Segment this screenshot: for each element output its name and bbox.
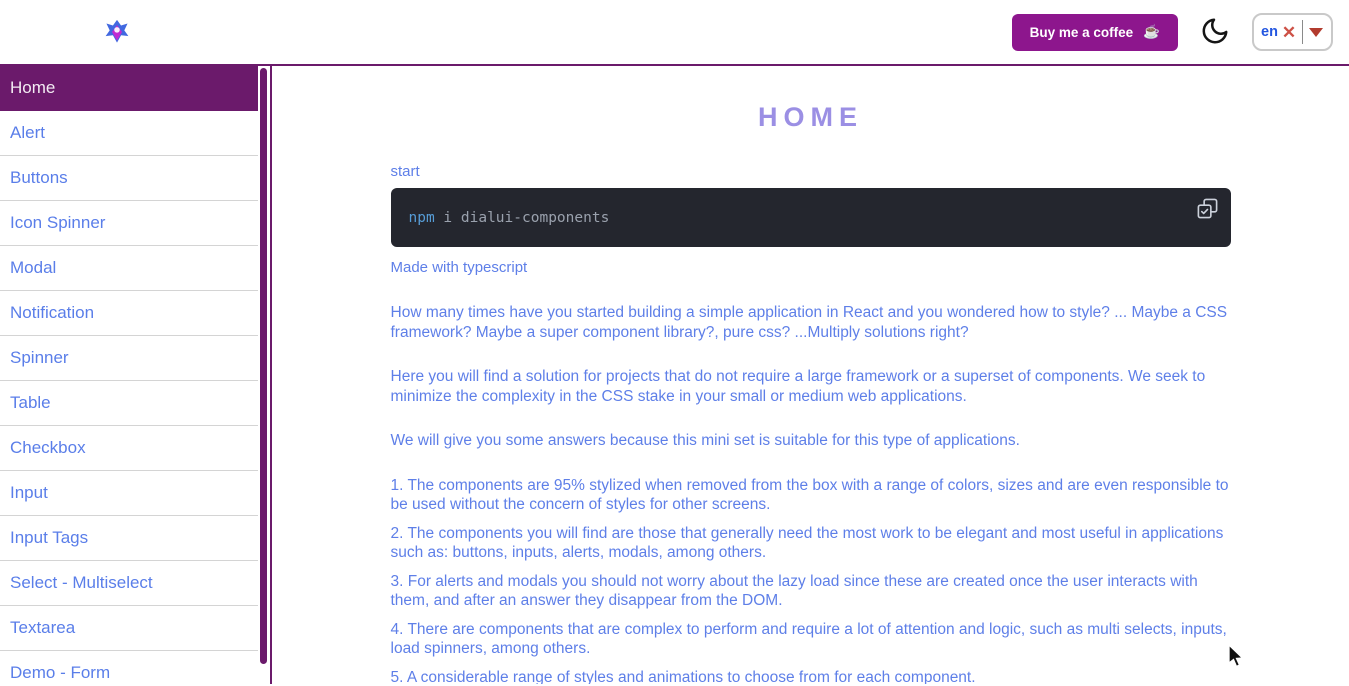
- dark-mode-toggle[interactable]: [1200, 16, 1230, 49]
- copy-icon: [1196, 208, 1219, 223]
- dialui-logo-icon[interactable]: [104, 19, 130, 45]
- code-keyword: npm: [408, 209, 435, 226]
- language-selector[interactable]: [1252, 13, 1333, 51]
- sidebar-item-home[interactable]: Home: [0, 66, 258, 111]
- coffee-cup-icon: ☕: [1143, 24, 1160, 39]
- page-title: HOME: [758, 102, 863, 132]
- sidebar-item-buttons[interactable]: Buttons: [0, 156, 258, 201]
- sidebar-item-notification[interactable]: Notification: [0, 291, 258, 336]
- sidebar-scrollbar[interactable]: [260, 68, 267, 664]
- sidebar-item-checkbox[interactable]: Checkbox: [0, 426, 258, 471]
- sidebar-item-select-multiselect[interactable]: Select - Multiselect: [0, 561, 258, 606]
- nav-list: [0, 66, 258, 686]
- sidebar-item-modal[interactable]: Modal: [0, 246, 258, 291]
- sidebar-item-demo-form[interactable]: Demo - Form: [0, 651, 258, 686]
- numbered-point: 3. For alerts and modals you should not worry about the lazy load since these are created once the user interacts with them, and after an answer they disappear from the DOM.: [390, 572, 1198, 609]
- selector-divider: [1302, 20, 1303, 44]
- install-command: [409, 210, 610, 226]
- sidebar-item-input[interactable]: Input: [0, 471, 258, 516]
- intro-paragraph: How many times have you started building a simple application in React and you wondered how to style? ... Maybe a CSS framework? Maybe a super component library?, pure css? ...Multiply solutions right?: [390, 304, 1228, 341]
- numbered-point: 4. There are components that are complex to perform and require a lot of attention and logic, such as multi selects, inputs, load spinners, among others.: [390, 620, 1227, 657]
- sidebar-item-table[interactable]: Table: [0, 381, 258, 426]
- top-header: [0, 0, 1349, 66]
- start-link[interactable]: start: [390, 163, 420, 180]
- main-content: [272, 66, 1349, 684]
- numbered-point: 5. A considerable range of styles and animations to choose from for each component.: [390, 668, 976, 684]
- numbered-point: 2. The components you will find are those that generally need the most work to be elegant and most useful in applications such as: buttons, inputs, alerts, modals, among others.: [390, 524, 1224, 561]
- sidebar-item-alert[interactable]: Alert: [0, 111, 258, 156]
- buy-me-a-coffee-button[interactable]: [1012, 14, 1178, 51]
- chevron-down-icon[interactable]: [1309, 28, 1323, 37]
- moon-icon: [1200, 16, 1230, 49]
- sidebar-item-spinner[interactable]: Spinner: [0, 336, 258, 381]
- language-value: en: [1261, 24, 1278, 40]
- code-rest: i dialui-components: [434, 209, 610, 226]
- sidebar-item-textarea[interactable]: Textarea: [0, 606, 258, 651]
- answers-paragraph: We will give you some answers because this mini set is suitable for this type of applications.: [390, 432, 1020, 449]
- clear-language-icon[interactable]: ✕: [1281, 22, 1297, 42]
- sidebar-item-icon-spinner[interactable]: Icon Spinner: [0, 201, 258, 246]
- numbered-point: 1. The components are 95% stylized when removed from the box with a range of colors, sizes and are even responsible to be used without the concern of styles for other screens.: [390, 476, 1229, 513]
- install-code-block: [391, 188, 1231, 247]
- sidebar-nav: [0, 66, 272, 684]
- copy-to-clipboard-button[interactable]: [1196, 197, 1219, 220]
- solution-paragraph: Here you will find a solution for projects that do not require a large framework or a superset of components. We seek to minimize the complexity in the CSS stake in your small or medium web applications.: [390, 368, 1206, 405]
- buy-me-a-coffee-label: Buy me a coffee: [1029, 24, 1134, 40]
- made-with-typescript-link[interactable]: Made with typescript: [390, 259, 528, 276]
- sidebar-item-input-tags[interactable]: Input Tags: [0, 516, 258, 561]
